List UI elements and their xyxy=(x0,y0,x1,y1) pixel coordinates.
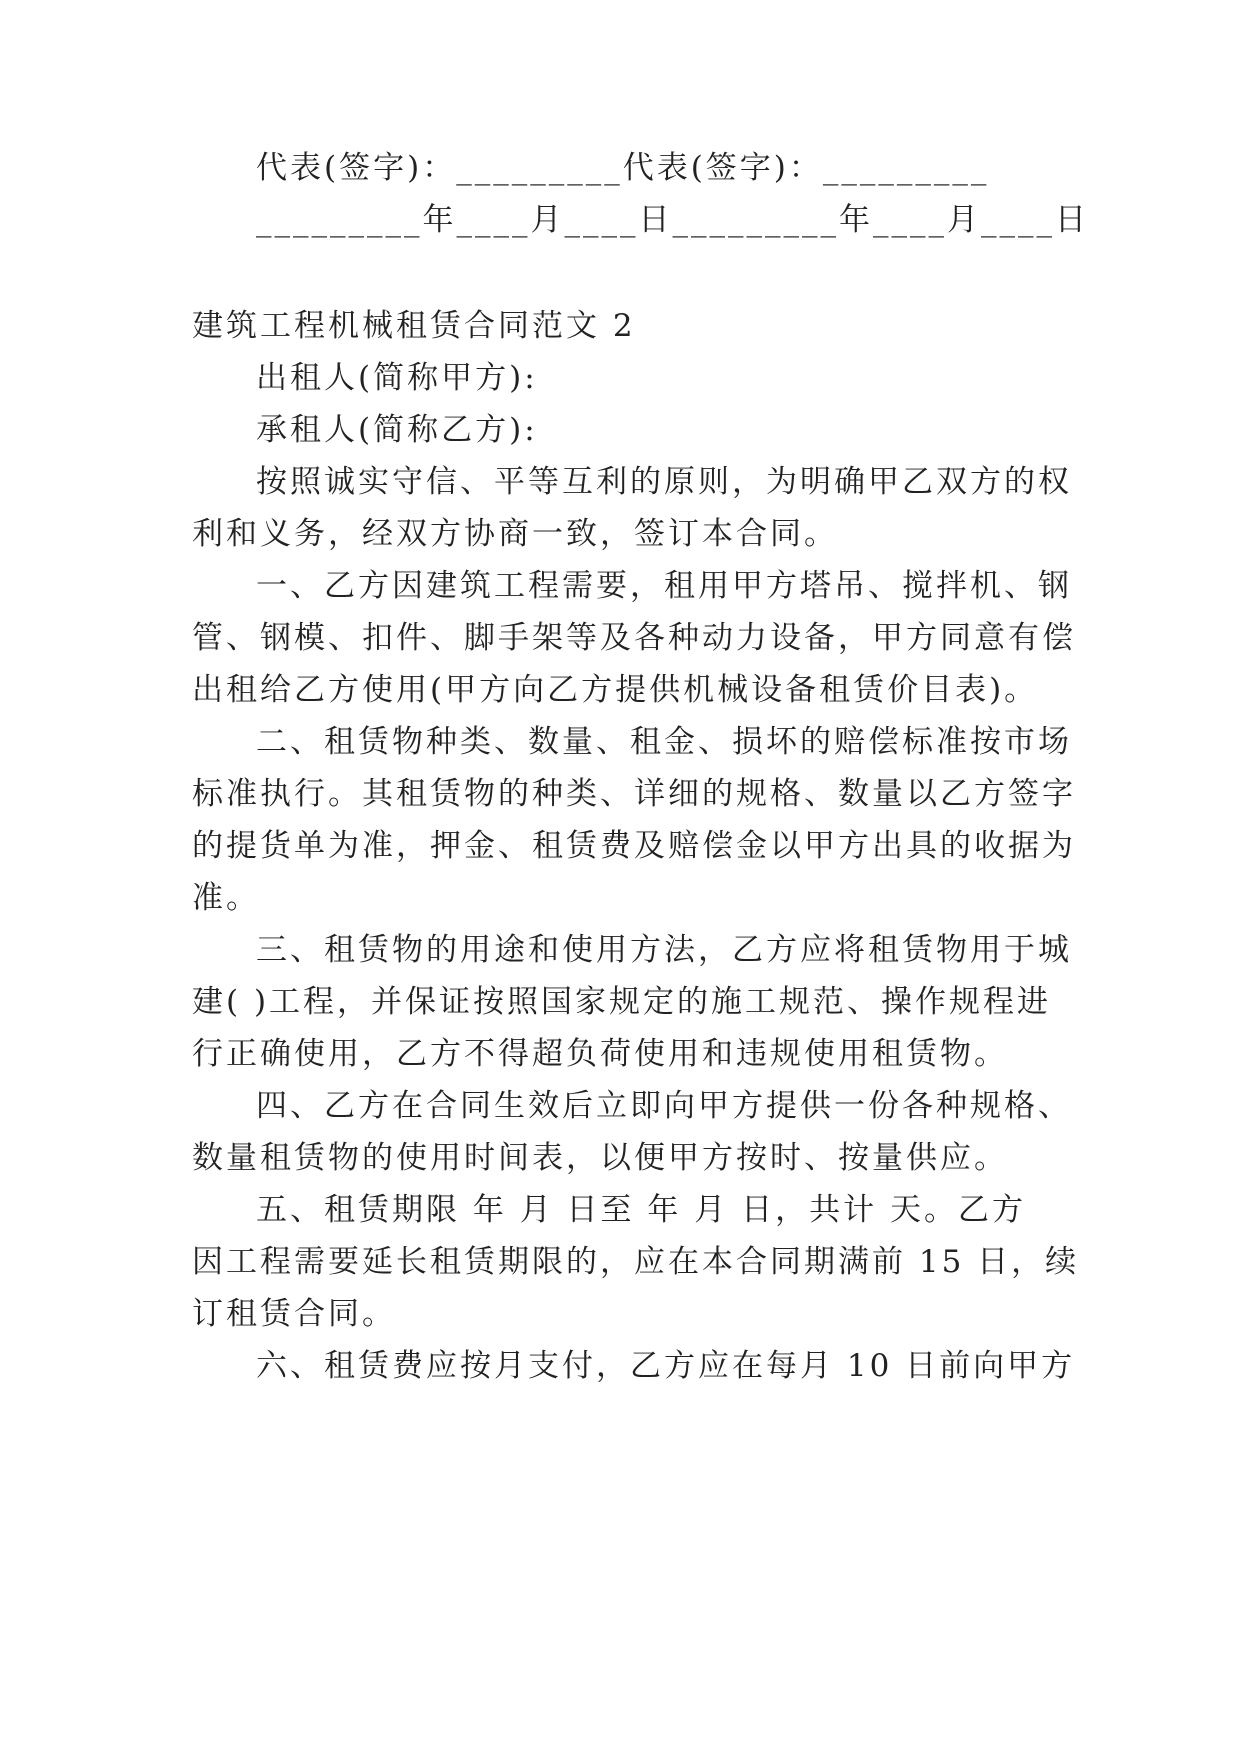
paragraph-line: 利和义务，经双方协商一致，签订本合同。 xyxy=(192,516,838,552)
paragraph-line: 按照诚实守信、平等互利的原则，为明确甲乙双方的权 xyxy=(256,464,1072,500)
paragraph-line: 准。 xyxy=(192,880,260,916)
section-title: 建筑工程机械租赁合同范文 2 xyxy=(192,308,636,344)
paragraph-line: 一、乙方因建筑工程需要，租用甲方塔吊、搅拌机、钢 xyxy=(256,568,1072,604)
signature-line: 代表(签字)：_________代表(签字)：_________ xyxy=(256,150,990,186)
paragraph-line: 建( )工程，并保证按照国家规定的施工规范、操作规程进 xyxy=(192,984,1052,1020)
paragraph-line: 二、租赁物种类、数量、租金、损坏的赔偿标准按市场 xyxy=(256,724,1072,760)
paragraph-line: 行正确使用，乙方不得超负荷使用和违规使用租赁物。 xyxy=(192,1036,1008,1072)
paragraph-line: 的提货单为准，押金、租赁费及赔偿金以甲方出具的收据为 xyxy=(192,828,1076,864)
lessor-line: 出租人(简称甲方): xyxy=(256,360,538,396)
paragraph-line: 五、租赁期限 年 月 日至 年 月 日，共计 天。乙方 xyxy=(256,1192,1026,1228)
paragraph-line: 标准执行。其租赁物的种类、详细的规格、数量以乙方签字 xyxy=(192,776,1076,812)
lessee-line: 承租人(简称乙方): xyxy=(256,412,538,448)
paragraph-line: 出租给乙方使用(甲方向乙方提供机械设备租赁价目表)。 xyxy=(192,672,1039,708)
paragraph-line: 六、租赁费应按月支付，乙方应在每月 10 日前向甲方 xyxy=(256,1348,1076,1384)
paragraph-line: 四、乙方在合同生效后立即向甲方提供一份各种规格、 xyxy=(256,1088,1072,1124)
paragraph-line: 管、钢模、扣件、脚手架等及各种动力设备，甲方同意有偿 xyxy=(192,620,1076,656)
paragraph-line: 订租赁合同。 xyxy=(192,1296,396,1332)
paragraph-line: 因工程需要延长租赁期限的，应在本合同期满前 15 日，续 xyxy=(192,1244,1080,1280)
paragraph-line: 三、租赁物的用途和使用方法，乙方应将租赁物用于城 xyxy=(256,932,1072,968)
paragraph-line: 数量租赁物的使用时间表，以便甲方按时、按量供应。 xyxy=(192,1140,1008,1176)
date-line: _________年____月____日_________年____月____日 xyxy=(256,202,1089,238)
